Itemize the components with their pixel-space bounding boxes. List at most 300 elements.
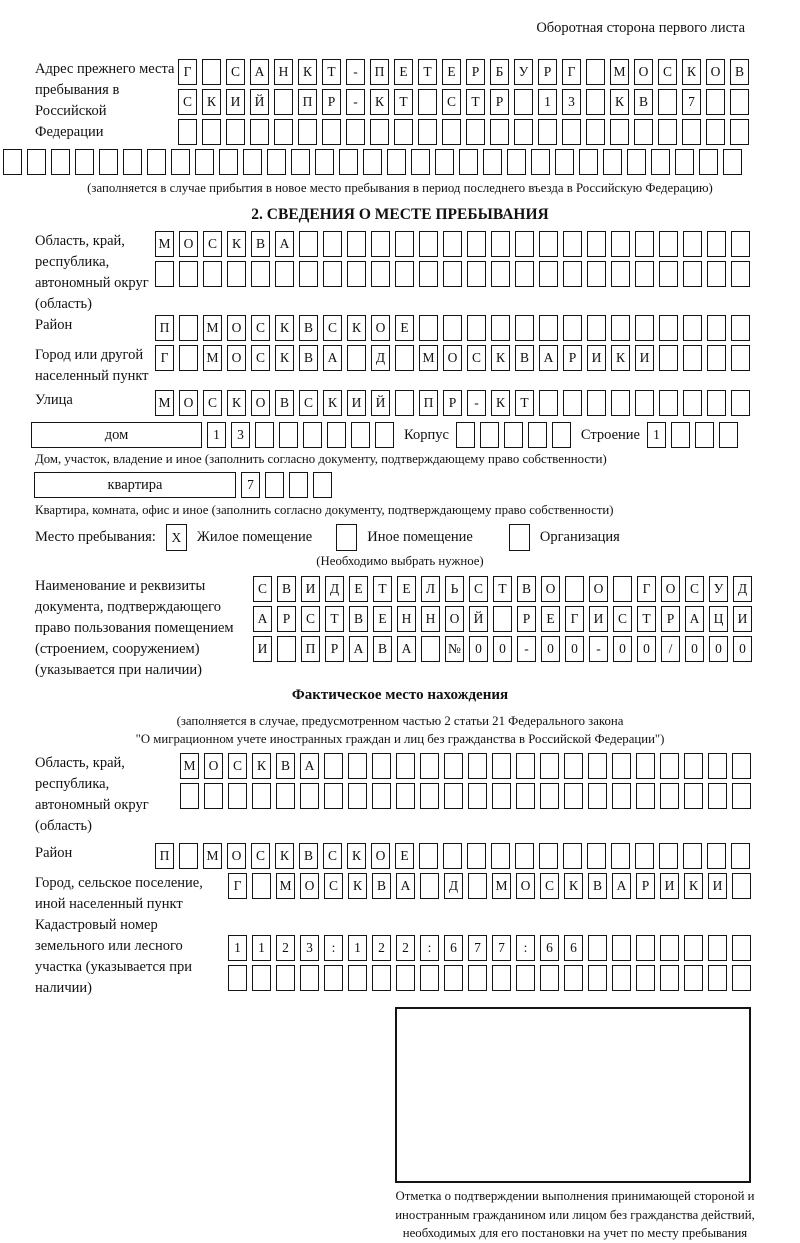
char-cell[interactable] <box>612 965 631 991</box>
char-cell[interactable]: 7 <box>682 89 701 115</box>
char-cell[interactable]: 2 <box>372 935 391 961</box>
char-cell[interactable] <box>468 873 487 899</box>
char-cell[interactable]: М <box>203 843 222 869</box>
char-cell[interactable]: Ь <box>445 576 464 602</box>
char-cell[interactable] <box>492 965 511 991</box>
char-cell[interactable]: - <box>589 636 608 662</box>
char-cell[interactable]: И <box>635 345 654 371</box>
char-cell[interactable] <box>324 753 343 779</box>
char-cell[interactable] <box>707 345 726 371</box>
char-cell[interactable] <box>707 261 726 287</box>
char-cell[interactable]: И <box>660 873 679 899</box>
char-cell[interactable] <box>444 753 463 779</box>
char-cell[interactable]: Р <box>563 345 582 371</box>
char-cell[interactable] <box>300 965 319 991</box>
char-cell[interactable] <box>635 231 654 257</box>
char-cell[interactable] <box>252 873 271 899</box>
char-cell[interactable] <box>276 965 295 991</box>
char-cell[interactable]: К <box>252 753 271 779</box>
char-cell[interactable]: Т <box>373 576 392 602</box>
checkbox-zhiloe[interactable] <box>156 524 197 551</box>
char-cell[interactable]: М <box>492 873 511 899</box>
char-cell[interactable] <box>419 261 438 287</box>
char-cell[interactable] <box>732 753 751 779</box>
char-cell[interactable]: А <box>253 606 272 632</box>
char-cell[interactable]: А <box>250 59 269 85</box>
char-cell[interactable] <box>611 390 630 416</box>
char-cell[interactable]: Ц <box>709 606 728 632</box>
char-cell[interactable] <box>491 261 510 287</box>
char-cell[interactable] <box>395 261 414 287</box>
char-cell[interactable]: С <box>469 576 488 602</box>
char-cell[interactable]: X <box>166 524 187 551</box>
char-cell[interactable]: О <box>371 315 390 341</box>
char-cell[interactable]: К <box>227 231 246 257</box>
char-cell[interactable]: Д <box>371 345 390 371</box>
char-cell[interactable] <box>480 422 499 448</box>
char-cell[interactable]: Г <box>562 59 581 85</box>
char-cell[interactable] <box>706 89 725 115</box>
char-cell[interactable]: В <box>299 345 318 371</box>
char-cell[interactable] <box>683 345 702 371</box>
char-cell[interactable] <box>539 261 558 287</box>
char-cell[interactable] <box>659 390 678 416</box>
char-cell[interactable] <box>99 149 118 175</box>
char-cell[interactable]: 1 <box>647 422 666 448</box>
char-cell[interactable]: С <box>613 606 632 632</box>
char-cell[interactable] <box>315 149 334 175</box>
char-cell[interactable]: 7 <box>468 935 487 961</box>
char-cell[interactable] <box>611 231 630 257</box>
char-cell[interactable] <box>699 149 718 175</box>
char-cell[interactable] <box>659 261 678 287</box>
char-cell[interactable]: В <box>588 873 607 899</box>
char-cell[interactable] <box>563 843 582 869</box>
char-cell[interactable] <box>466 119 485 145</box>
char-cell[interactable]: Е <box>442 59 461 85</box>
char-cell[interactable] <box>411 149 430 175</box>
char-cell[interactable] <box>671 422 690 448</box>
char-cell[interactable]: С <box>226 59 245 85</box>
char-cell[interactable] <box>587 261 606 287</box>
char-cell[interactable] <box>443 261 462 287</box>
char-cell[interactable] <box>613 576 632 602</box>
char-cell[interactable] <box>298 119 317 145</box>
char-cell[interactable]: К <box>348 873 367 899</box>
char-cell[interactable] <box>731 843 750 869</box>
char-cell[interactable]: В <box>515 345 534 371</box>
char-cell[interactable]: Е <box>397 576 416 602</box>
char-cell[interactable] <box>351 422 370 448</box>
char-cell[interactable] <box>303 422 322 448</box>
char-cell[interactable]: Л <box>421 576 440 602</box>
char-cell[interactable] <box>564 753 583 779</box>
char-cell[interactable]: Р <box>661 606 680 632</box>
char-cell[interactable]: 0 <box>565 636 584 662</box>
char-cell[interactable]: 1 <box>207 422 226 448</box>
char-cell[interactable] <box>708 753 727 779</box>
char-cell[interactable]: 1 <box>348 935 367 961</box>
char-cell[interactable]: О <box>179 231 198 257</box>
char-cell[interactable]: О <box>300 873 319 899</box>
char-cell[interactable] <box>684 935 703 961</box>
char-cell[interactable] <box>514 89 533 115</box>
char-cell[interactable] <box>660 783 679 809</box>
char-cell[interactable] <box>539 390 558 416</box>
char-cell[interactable]: 7 <box>241 472 260 498</box>
char-cell[interactable] <box>514 119 533 145</box>
char-cell[interactable] <box>719 422 738 448</box>
char-cell[interactable]: К <box>564 873 583 899</box>
char-cell[interactable]: - <box>517 636 536 662</box>
char-cell[interactable] <box>731 315 750 341</box>
char-cell[interactable]: А <box>323 345 342 371</box>
char-cell[interactable]: В <box>251 231 270 257</box>
char-cell[interactable]: И <box>589 606 608 632</box>
char-cell[interactable] <box>418 89 437 115</box>
char-cell[interactable]: Г <box>637 576 656 602</box>
char-cell[interactable]: Й <box>371 390 390 416</box>
char-cell[interactable] <box>395 231 414 257</box>
char-cell[interactable] <box>339 149 358 175</box>
char-cell[interactable]: Р <box>636 873 655 899</box>
char-cell[interactable]: М <box>610 59 629 85</box>
char-cell[interactable]: Е <box>373 606 392 632</box>
char-cell[interactable]: К <box>227 390 246 416</box>
char-cell[interactable]: О <box>371 843 390 869</box>
char-cell[interactable]: 0 <box>613 636 632 662</box>
char-cell[interactable]: С <box>301 606 320 632</box>
char-cell[interactable]: П <box>419 390 438 416</box>
char-cell[interactable] <box>219 149 238 175</box>
char-cell[interactable] <box>732 783 751 809</box>
char-cell[interactable] <box>540 965 559 991</box>
char-cell[interactable] <box>675 149 694 175</box>
char-cell[interactable]: И <box>733 606 752 632</box>
char-cell[interactable] <box>324 965 343 991</box>
char-cell[interactable] <box>420 873 439 899</box>
char-cell[interactable] <box>252 783 271 809</box>
char-cell[interactable] <box>467 843 486 869</box>
char-cell[interactable]: Р <box>277 606 296 632</box>
char-cell[interactable]: К <box>491 390 510 416</box>
char-cell[interactable] <box>587 390 606 416</box>
char-cell[interactable]: В <box>730 59 749 85</box>
char-cell[interactable] <box>504 422 523 448</box>
char-cell[interactable] <box>731 231 750 257</box>
char-cell[interactable]: В <box>517 576 536 602</box>
char-cell[interactable]: Р <box>466 59 485 85</box>
char-cell[interactable]: : <box>420 935 439 961</box>
char-cell[interactable] <box>563 390 582 416</box>
char-cell[interactable]: О <box>227 345 246 371</box>
char-cell[interactable]: И <box>301 576 320 602</box>
char-cell[interactable] <box>658 89 677 115</box>
char-cell[interactable] <box>490 119 509 145</box>
char-cell[interactable] <box>171 149 190 175</box>
char-cell[interactable] <box>396 965 415 991</box>
char-cell[interactable] <box>456 422 475 448</box>
char-cell[interactable] <box>418 119 437 145</box>
char-cell[interactable] <box>251 261 270 287</box>
char-cell[interactable] <box>267 149 286 175</box>
char-cell[interactable]: Т <box>418 59 437 85</box>
char-cell[interactable]: У <box>514 59 533 85</box>
char-cell[interactable] <box>732 935 751 961</box>
char-cell[interactable]: № <box>445 636 464 662</box>
char-cell[interactable] <box>75 149 94 175</box>
char-cell[interactable] <box>468 753 487 779</box>
char-cell[interactable] <box>507 149 526 175</box>
char-cell[interactable] <box>459 149 478 175</box>
char-cell[interactable] <box>195 149 214 175</box>
char-cell[interactable] <box>564 783 583 809</box>
char-cell[interactable]: 0 <box>709 636 728 662</box>
char-cell[interactable]: Е <box>349 576 368 602</box>
char-cell[interactable] <box>204 783 223 809</box>
char-cell[interactable] <box>708 965 727 991</box>
char-cell[interactable] <box>612 753 631 779</box>
char-cell[interactable] <box>179 261 198 287</box>
char-cell[interactable]: М <box>276 873 295 899</box>
char-cell[interactable] <box>660 935 679 961</box>
char-cell[interactable]: О <box>179 390 198 416</box>
char-cell[interactable] <box>467 315 486 341</box>
char-cell[interactable]: 6 <box>540 935 559 961</box>
char-cell[interactable]: Т <box>394 89 413 115</box>
char-cell[interactable] <box>707 315 726 341</box>
char-cell[interactable] <box>706 119 725 145</box>
char-cell[interactable] <box>611 315 630 341</box>
char-cell[interactable] <box>491 843 510 869</box>
char-cell[interactable] <box>516 965 535 991</box>
char-cell[interactable] <box>323 261 342 287</box>
char-cell[interactable] <box>202 119 221 145</box>
char-cell[interactable] <box>250 119 269 145</box>
char-cell[interactable] <box>636 783 655 809</box>
char-cell[interactable] <box>179 345 198 371</box>
char-cell[interactable]: - <box>346 59 365 85</box>
char-cell[interactable]: 6 <box>444 935 463 961</box>
char-cell[interactable] <box>228 783 247 809</box>
char-cell[interactable]: 0 <box>685 636 704 662</box>
char-cell[interactable]: 1 <box>538 89 557 115</box>
char-cell[interactable]: О <box>443 345 462 371</box>
char-cell[interactable]: Г <box>565 606 584 632</box>
char-cell[interactable]: К <box>275 843 294 869</box>
char-cell[interactable] <box>540 783 559 809</box>
char-cell[interactable]: А <box>300 753 319 779</box>
char-cell[interactable]: К <box>491 345 510 371</box>
char-cell[interactable]: 3 <box>300 935 319 961</box>
char-cell[interactable] <box>324 783 343 809</box>
char-cell[interactable] <box>552 422 571 448</box>
char-cell[interactable] <box>467 261 486 287</box>
char-cell[interactable]: С <box>251 345 270 371</box>
char-cell[interactable] <box>274 89 293 115</box>
char-cell[interactable] <box>683 390 702 416</box>
char-cell[interactable]: Т <box>637 606 656 632</box>
char-cell[interactable]: К <box>275 315 294 341</box>
char-cell[interactable]: О <box>445 606 464 632</box>
char-cell[interactable] <box>509 524 530 551</box>
char-cell[interactable] <box>27 149 46 175</box>
char-cell[interactable] <box>515 315 534 341</box>
char-cell[interactable]: Р <box>443 390 462 416</box>
char-cell[interactable] <box>421 636 440 662</box>
char-cell[interactable]: Д <box>325 576 344 602</box>
char-cell[interactable] <box>707 843 726 869</box>
checkbox-organizatsiya[interactable] <box>499 524 540 551</box>
char-cell[interactable]: П <box>298 89 317 115</box>
char-cell[interactable] <box>563 231 582 257</box>
char-cell[interactable] <box>563 315 582 341</box>
char-cell[interactable]: 7 <box>492 935 511 961</box>
char-cell[interactable]: С <box>228 753 247 779</box>
char-cell[interactable] <box>516 783 535 809</box>
char-cell[interactable] <box>683 315 702 341</box>
char-cell[interactable]: У <box>709 576 728 602</box>
char-cell[interactable] <box>179 315 198 341</box>
char-cell[interactable]: М <box>155 390 174 416</box>
char-cell[interactable] <box>730 119 749 145</box>
char-cell[interactable] <box>155 261 174 287</box>
char-cell[interactable] <box>634 119 653 145</box>
char-cell[interactable] <box>635 843 654 869</box>
char-cell[interactable] <box>420 753 439 779</box>
char-cell[interactable] <box>636 965 655 991</box>
char-cell[interactable] <box>299 231 318 257</box>
char-cell[interactable]: А <box>349 636 368 662</box>
char-cell[interactable] <box>731 345 750 371</box>
char-cell[interactable] <box>586 119 605 145</box>
char-cell[interactable]: П <box>301 636 320 662</box>
char-cell[interactable] <box>579 149 598 175</box>
char-cell[interactable] <box>516 753 535 779</box>
char-cell[interactable] <box>419 843 438 869</box>
char-cell[interactable] <box>659 345 678 371</box>
char-cell[interactable]: К <box>347 843 366 869</box>
char-cell[interactable] <box>396 753 415 779</box>
char-cell[interactable]: С <box>685 576 704 602</box>
char-cell[interactable] <box>372 965 391 991</box>
char-cell[interactable] <box>636 935 655 961</box>
char-cell[interactable]: В <box>299 843 318 869</box>
char-cell[interactable]: А <box>275 231 294 257</box>
char-cell[interactable] <box>274 119 293 145</box>
char-cell[interactable]: О <box>251 390 270 416</box>
char-cell[interactable]: И <box>708 873 727 899</box>
char-cell[interactable] <box>515 231 534 257</box>
char-cell[interactable] <box>348 965 367 991</box>
char-cell[interactable] <box>586 89 605 115</box>
char-cell[interactable]: П <box>370 59 389 85</box>
char-cell[interactable] <box>588 965 607 991</box>
char-cell[interactable] <box>730 89 749 115</box>
char-cell[interactable] <box>555 149 574 175</box>
char-cell[interactable] <box>707 231 726 257</box>
char-cell[interactable]: - <box>467 390 486 416</box>
char-cell[interactable] <box>708 935 727 961</box>
char-cell[interactable] <box>371 231 390 257</box>
char-cell[interactable] <box>443 315 462 341</box>
char-cell[interactable] <box>394 119 413 145</box>
char-cell[interactable]: Р <box>490 89 509 115</box>
char-cell[interactable] <box>371 261 390 287</box>
char-cell[interactable]: В <box>277 576 296 602</box>
char-cell[interactable]: К <box>275 345 294 371</box>
char-cell[interactable] <box>732 965 751 991</box>
char-cell[interactable]: К <box>610 89 629 115</box>
char-cell[interactable]: С <box>203 231 222 257</box>
char-cell[interactable] <box>491 231 510 257</box>
char-cell[interactable]: С <box>323 843 342 869</box>
char-cell[interactable]: Р <box>325 636 344 662</box>
char-cell[interactable]: Т <box>493 576 512 602</box>
char-cell[interactable] <box>313 472 332 498</box>
char-cell[interactable] <box>588 935 607 961</box>
char-cell[interactable] <box>683 231 702 257</box>
char-cell[interactable]: В <box>276 753 295 779</box>
char-cell[interactable] <box>492 753 511 779</box>
char-cell[interactable] <box>683 843 702 869</box>
char-cell[interactable]: К <box>323 390 342 416</box>
char-cell[interactable] <box>203 261 222 287</box>
char-cell[interactable] <box>147 149 166 175</box>
char-cell[interactable] <box>515 261 534 287</box>
char-cell[interactable] <box>243 149 262 175</box>
char-cell[interactable] <box>660 965 679 991</box>
char-cell[interactable]: К <box>202 89 221 115</box>
char-cell[interactable] <box>636 753 655 779</box>
char-cell[interactable] <box>564 965 583 991</box>
char-cell[interactable] <box>372 753 391 779</box>
char-cell[interactable]: / <box>661 636 680 662</box>
char-cell[interactable]: 0 <box>493 636 512 662</box>
char-cell[interactable]: - <box>346 89 365 115</box>
char-cell[interactable]: 2 <box>396 935 415 961</box>
char-cell[interactable] <box>323 231 342 257</box>
char-cell[interactable] <box>491 315 510 341</box>
char-cell[interactable] <box>659 315 678 341</box>
char-cell[interactable]: П <box>155 843 174 869</box>
char-cell[interactable] <box>299 261 318 287</box>
char-cell[interactable]: Н <box>397 606 416 632</box>
char-cell[interactable] <box>612 935 631 961</box>
char-cell[interactable]: И <box>226 89 245 115</box>
checkbox-inoe[interactable] <box>326 524 367 551</box>
char-cell[interactable] <box>684 783 703 809</box>
char-cell[interactable]: А <box>612 873 631 899</box>
char-cell[interactable] <box>587 315 606 341</box>
char-cell[interactable] <box>538 119 557 145</box>
char-cell[interactable] <box>635 390 654 416</box>
char-cell[interactable] <box>539 231 558 257</box>
char-cell[interactable] <box>539 315 558 341</box>
char-cell[interactable]: И <box>347 390 366 416</box>
char-cell[interactable] <box>707 390 726 416</box>
char-cell[interactable]: И <box>253 636 272 662</box>
char-cell[interactable] <box>539 843 558 869</box>
char-cell[interactable]: Й <box>250 89 269 115</box>
char-cell[interactable] <box>300 783 319 809</box>
char-cell[interactable] <box>347 261 366 287</box>
char-cell[interactable]: А <box>397 636 416 662</box>
char-cell[interactable]: К <box>370 89 389 115</box>
char-cell[interactable]: О <box>227 315 246 341</box>
char-cell[interactable] <box>684 753 703 779</box>
char-cell[interactable]: С <box>442 89 461 115</box>
